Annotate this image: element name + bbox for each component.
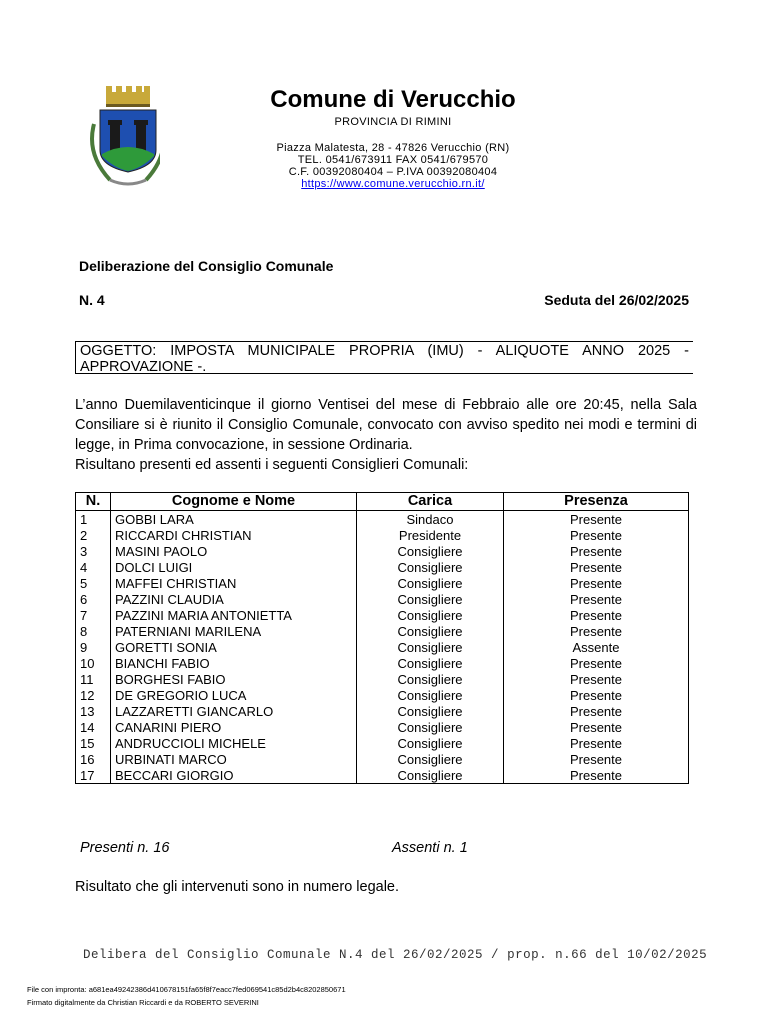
- row-role: Consigliere: [357, 687, 504, 703]
- row-name: BORGHESI FABIO: [111, 671, 357, 687]
- province-label: PROVINCIA DI RIMINI: [334, 116, 452, 128]
- quorum-result: Risultato che gli intervenuti sono in numero legale.: [75, 879, 400, 895]
- row-number: 7: [76, 607, 111, 623]
- row-name: LAZZARETTI GIANCARLO: [111, 703, 357, 719]
- row-number: 9: [76, 639, 111, 655]
- header-role: Carica: [357, 493, 504, 511]
- table-row: [76, 735, 689, 751]
- deliberation-number: N. 4: [79, 292, 105, 308]
- table-row: [76, 655, 689, 671]
- row-number: 2: [76, 527, 111, 543]
- row-presence: Presente: [504, 735, 689, 751]
- row-number: 8: [76, 623, 111, 639]
- row-name: PAZZINI MARIA ANTONIETTA: [111, 607, 357, 623]
- table-row: [76, 527, 689, 543]
- row-name: PAZZINI CLAUDIA: [111, 591, 357, 607]
- row-name: MASINI PAOLO: [111, 543, 357, 559]
- row-presence: Presente: [504, 703, 689, 719]
- table-row: [76, 607, 689, 623]
- table-row: [76, 703, 689, 719]
- row-presence: Presente: [504, 575, 689, 591]
- row-number: 15: [76, 735, 111, 751]
- header-presence: Presenza: [504, 493, 689, 511]
- subject-box: OGGETTO: IMPOSTA MUNICIPALE PROPRIA (IMU) - ALIQUOTE ANNO 2025 - APPROVAZIONE -.: [75, 341, 693, 374]
- deliberation-heading: Deliberazione del Consiglio Comunale: [79, 258, 334, 274]
- table-row: [76, 575, 689, 591]
- row-presence: Presente: [504, 671, 689, 687]
- header-number: N.: [76, 493, 111, 511]
- digital-signature: Firmato digitalmente da Christian Riccardi e da ROBERTO SEVERINI: [27, 998, 259, 1007]
- fiscal-line: C.F. 00392080404 – P.IVA 00392080404: [288, 166, 498, 178]
- table-row: [76, 559, 689, 575]
- row-number: 17: [76, 767, 111, 784]
- row-presence: Presente: [504, 687, 689, 703]
- row-name: RICCARDI CHRISTIAN: [111, 527, 357, 543]
- row-number: 13: [76, 703, 111, 719]
- row-number: 14: [76, 719, 111, 735]
- council-members-table: [75, 492, 689, 784]
- table-row: [76, 751, 689, 767]
- website-link[interactable]: https://www.comune.verucchio.rn.it/: [301, 178, 485, 190]
- row-role: Consigliere: [357, 655, 504, 671]
- table-row: [76, 639, 689, 655]
- row-presence: Presente: [504, 543, 689, 559]
- intro-text: [75, 395, 697, 475]
- document-reference: Delibera del Consiglio Comunale N.4 del 26/02/2025 / prop. n.66 del 10/02/2025: [83, 948, 708, 962]
- row-name: PATERNIANI MARILENA: [111, 623, 357, 639]
- row-name: URBINATI MARCO: [111, 751, 357, 767]
- row-role: Consigliere: [357, 751, 504, 767]
- row-role: Consigliere: [357, 559, 504, 575]
- table-row: [76, 543, 689, 559]
- row-name: MAFFEI CHRISTIAN: [111, 575, 357, 591]
- row-role: Consigliere: [357, 719, 504, 735]
- row-number: 16: [76, 751, 111, 767]
- phone-line: TEL. 0541/673911 FAX 0541/679570: [297, 154, 489, 166]
- table-row: [76, 511, 689, 528]
- row-name: DE GREGORIO LUCA: [111, 687, 357, 703]
- row-number: 1: [76, 511, 111, 528]
- table-row: [76, 591, 689, 607]
- row-presence: Presente: [504, 527, 689, 543]
- table-row: [76, 719, 689, 735]
- row-number: 5: [76, 575, 111, 591]
- row-name: CANARINI PIERO: [111, 719, 357, 735]
- row-role: Presidente: [357, 527, 504, 543]
- row-number: 3: [76, 543, 111, 559]
- row-role: Consigliere: [357, 543, 504, 559]
- row-role: Consigliere: [357, 607, 504, 623]
- row-role: Consigliere: [357, 575, 504, 591]
- table-row: [76, 767, 689, 784]
- row-name: GORETTI SONIA: [111, 639, 357, 655]
- row-presence: Presente: [504, 719, 689, 735]
- present-count: Presenti n. 16: [80, 840, 170, 856]
- row-role: Consigliere: [357, 703, 504, 719]
- row-name: GOBBI LARA: [111, 511, 357, 528]
- row-presence: Presente: [504, 607, 689, 623]
- intro-paragraph: L’anno Duemilaventicinque il giorno Ventisei del mese di Febbraio alle ore 20:45, nella Sala Consiliare si è riunito il Consiglio Comunale, convocato con avviso spedito nei modi e termini di legge, in Prima convocazione, in sessione Ordinaria.: [75, 397, 697, 453]
- address-line: Piazza Malatesta, 28 - 47826 Verucchio (RN): [276, 142, 510, 154]
- row-name: BIANCHI FABIO: [111, 655, 357, 671]
- row-presence: Presente: [504, 623, 689, 639]
- row-name: DOLCI LUIGI: [111, 559, 357, 575]
- table-row: [76, 671, 689, 687]
- table-header-row: [76, 493, 689, 511]
- row-presence: Presente: [504, 591, 689, 607]
- header-name: Cognome e Nome: [111, 493, 357, 511]
- file-hash: File con impronta: a681ea49242386d410678151fa65f8f7eacc7fed069541c85d2b4c8202850671: [27, 985, 346, 994]
- row-name: BECCARI GIORGIO: [111, 767, 357, 784]
- row-presence: Assente: [504, 639, 689, 655]
- row-role: Consigliere: [357, 639, 504, 655]
- row-role: Consigliere: [357, 623, 504, 639]
- row-role: Sindaco: [357, 511, 504, 528]
- municipality-title: Comune di Verucchio: [270, 86, 516, 113]
- row-role: Consigliere: [357, 735, 504, 751]
- session-date: Seduta del 26/02/2025: [544, 292, 689, 308]
- table-row: [76, 687, 689, 703]
- row-role: Consigliere: [357, 671, 504, 687]
- row-presence: Presente: [504, 559, 689, 575]
- municipal-crest-icon: [80, 84, 160, 194]
- row-number: 4: [76, 559, 111, 575]
- row-number: 6: [76, 591, 111, 607]
- row-number: 12: [76, 687, 111, 703]
- row-number: 11: [76, 671, 111, 687]
- row-presence: Presente: [504, 511, 689, 528]
- row-name: ANDRUCCIOLI MICHELE: [111, 735, 357, 751]
- row-presence: Presente: [504, 767, 689, 784]
- table-row: [76, 623, 689, 639]
- absent-count: Assenti n. 1: [392, 840, 468, 856]
- row-role: Consigliere: [357, 591, 504, 607]
- row-number: 10: [76, 655, 111, 671]
- row-role: Consigliere: [357, 767, 504, 784]
- row-presence: Presente: [504, 655, 689, 671]
- row-presence: Presente: [504, 751, 689, 767]
- intro-paragraph-2: Risultano presenti ed assenti i seguenti Consiglieri Comunali:: [75, 457, 469, 473]
